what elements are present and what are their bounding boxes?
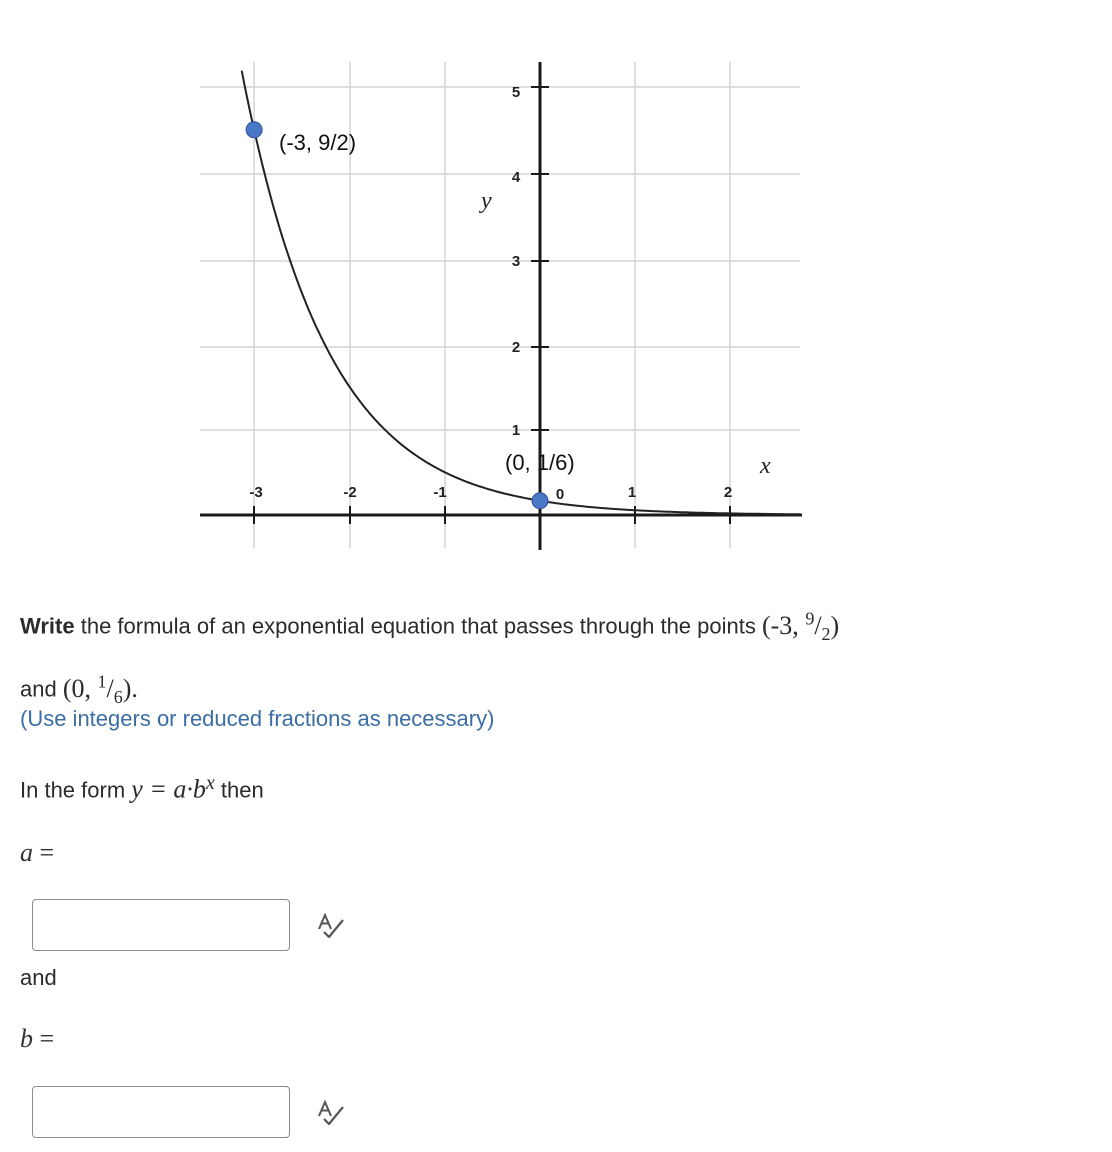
y-tick-label: 4 [511,169,521,186]
point-label-2: (0, 1/6) [505,450,575,475]
and-word: and [20,676,63,702]
hint-text: (Use integers or reduced fractions as necessary) [20,706,495,731]
point-2-math: (0, $^1/_6$). [62,670,138,707]
spellcheck-icon[interactable] [316,912,346,938]
form-equation: y = a·b [131,774,206,804]
exponential-graph [0,0,1112,560]
b-input[interactable] [32,1086,290,1138]
form-exponent: x [205,772,215,794]
point-1-math: (-3, $^9/_2$) [761,608,840,644]
question-text [20,595,1090,721]
y-tick-label: 3 [511,253,521,270]
x-tick-label: 1 [627,484,637,501]
y-tick-label: 2 [511,339,521,356]
y-axis-label: y [481,188,492,214]
graph-point-2 [532,493,548,509]
a-label: a = [20,838,55,867]
x-tick-label: -2 [343,484,357,501]
question-body: the formula of an exponential equation that passes through the points [74,613,762,639]
x-axis-label: x [760,453,771,479]
spellcheck-icon[interactable] [316,1099,346,1125]
x-tick-label: -1 [433,484,447,501]
x-tick-label: -3 [249,484,263,501]
y-tick-label: 5 [511,84,521,101]
x-tick-label: 0 [555,486,565,503]
form-statement: In the form $y = a\cdot b^x$ then [20,772,264,804]
a-input[interactable] [32,899,290,951]
and-label: and [20,965,57,990]
point-label-1: (-3, 9/2) [279,130,357,155]
x-tick-label: 2 [723,484,733,501]
y-tick-label: 1 [511,422,521,439]
graph-point-1 [246,122,262,138]
write-bold: Write [20,613,75,639]
b-label: b = [20,1024,55,1053]
